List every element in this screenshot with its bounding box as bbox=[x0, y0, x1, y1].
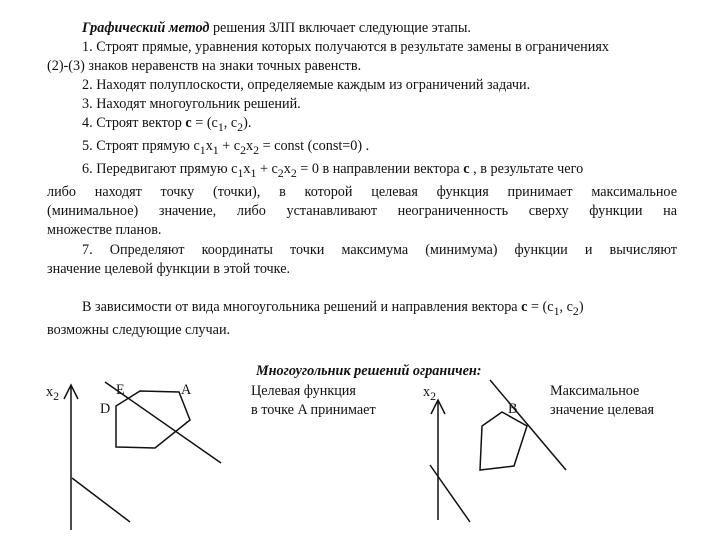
step-5: 5. Строят прямую $c_1x_1 + c_2x_2$ = const (const=0) . bbox=[82, 138, 370, 158]
step-7: 7. Определяют координаты точки максимума (минимума) функции и вычисляют bbox=[82, 241, 677, 258]
step-7-continued: значение целевой функции в этой точке. bbox=[47, 260, 291, 277]
step-6-continued-1: либо находят точку (точки), в которой целевая функция принимает максимальное bbox=[47, 184, 677, 201]
caption-right-line-1: Максимальное bbox=[550, 383, 640, 399]
caption-left-line-2: в точке A принимает bbox=[251, 402, 376, 418]
step-2: 2. Находят полуплоскости, определяемые каждым из ограничений задачи. bbox=[82, 77, 531, 94]
step-6-continued-3: множестве планов. bbox=[47, 222, 162, 239]
step-6-continued-2: (минимальное) значение, либо устанавливают неограниченность сверху функции на bbox=[47, 203, 677, 220]
paragraph-intro: Графический метод решения ЗЛП включает следующие этапы. bbox=[82, 20, 471, 36]
subheading-bounded-polygon: Многоугольник решений ограничен: bbox=[256, 363, 482, 379]
vector-c: c bbox=[521, 298, 528, 315]
right-graph bbox=[430, 380, 566, 522]
objective-line-right-2 bbox=[430, 465, 470, 522]
vector-c: c bbox=[185, 115, 192, 132]
caption-left-line-1: Целевая функция bbox=[251, 383, 356, 399]
point-label-a: A bbox=[181, 382, 192, 398]
solution-polygon-right bbox=[480, 412, 527, 470]
axis-label-x2-left: $x_2$ bbox=[46, 384, 60, 403]
step-4: 4. Строят вектор $c = (c_1$, $c_2$). bbox=[82, 115, 252, 135]
vector-c: c bbox=[463, 161, 470, 178]
emphasis-method: Графический метод bbox=[82, 20, 210, 36]
objective-line-left-2 bbox=[72, 478, 130, 522]
step-6: 6. Передвигают прямую $c_1x_1 + c_2x_2 = 0$ в направлении вектора c , в результате чего bbox=[82, 161, 584, 181]
left-graph bbox=[64, 382, 221, 530]
point-label-e: E bbox=[116, 382, 125, 398]
axis-label-x2-right: $x_2$ bbox=[423, 384, 437, 403]
paragraph-cases: В зависимости от вида многоугольника решений и направления вектора $c = (c_1$, $c_2$) bbox=[82, 298, 584, 318]
step-1-continued: (2)-(3) знаков неравенств на знаки точных равенств. bbox=[47, 58, 362, 75]
point-label-b: B bbox=[508, 401, 518, 417]
step-1: 1. Строят прямые, уравнения которых получаются в результате замены в ограничениях bbox=[82, 39, 609, 56]
step-3: 3. Находят многоугольник решений. bbox=[82, 96, 301, 113]
caption-right-line-2: значение целевая bbox=[550, 402, 654, 418]
paragraph-cases-continued: возможны следующие случаи. bbox=[47, 321, 231, 338]
solution-polygon-left bbox=[116, 391, 190, 448]
point-label-d: D bbox=[100, 401, 111, 417]
